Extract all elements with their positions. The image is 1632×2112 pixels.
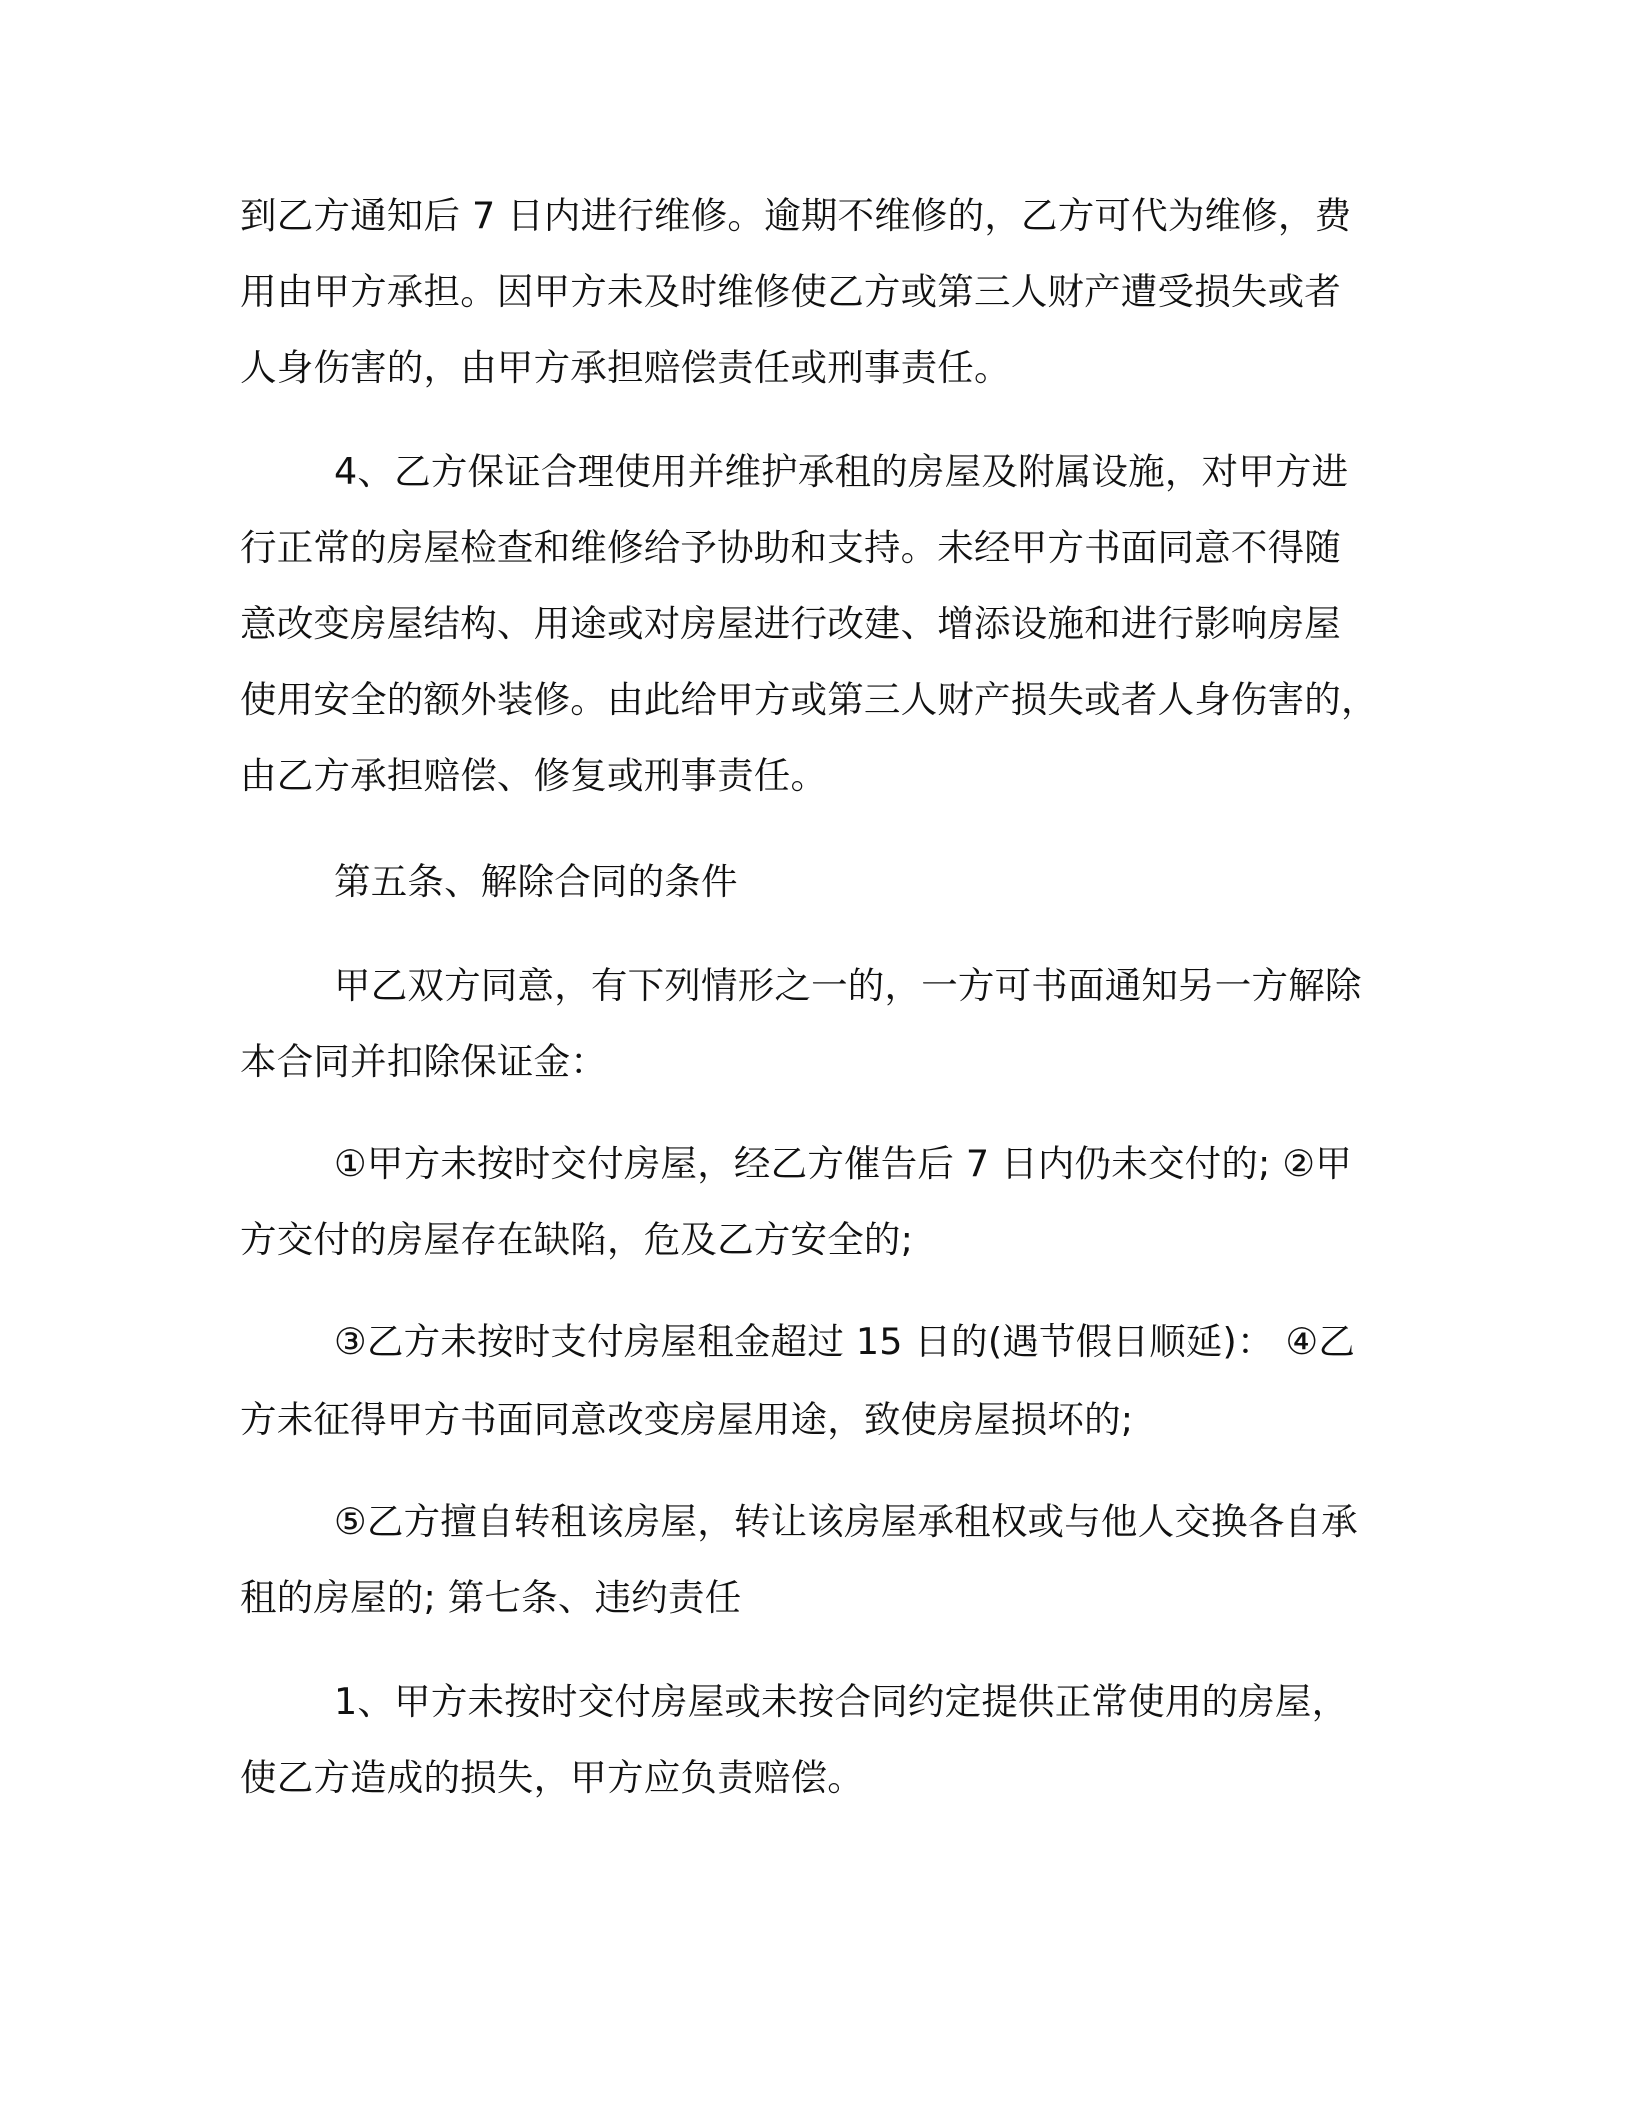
text-line: ⑤乙方擅自转租该房屋，转让该房屋承租权或与他人交换各自承	[334, 1500, 1358, 1543]
text-line: 方交付的房屋存在缺陷，危及乙方安全的;	[240, 1218, 914, 1261]
text-line: 租的房屋的; 第七条、违约责任	[240, 1576, 742, 1619]
text-line: 到乙方通知后 7 日内进行维修。逾期不维修的，乙方可代为维修，费	[240, 194, 1352, 237]
text-line: 甲乙双方同意，有下列情形之一的，一方可书面通知另一方解除	[334, 964, 1362, 1007]
text-line: 1、甲方未按时交付房屋或未按合同约定提供正常使用的房屋，	[334, 1680, 1349, 1723]
text-line: 用由甲方承担。因甲方未及时维修使乙方或第三人财产遭受损失或者	[240, 270, 1341, 313]
text-line: 使乙方造成的损失，甲方应负责赔偿。	[240, 1756, 864, 1799]
text-line: 方未征得甲方书面同意改变房屋用途，致使房屋损坏的;	[240, 1398, 1134, 1441]
text-line: 4、乙方保证合理使用并维护承租的房屋及附属设施，对甲方进	[334, 450, 1349, 493]
text-line: 由乙方承担赔偿、修复或刑事责任。	[240, 754, 828, 797]
text-line: ①甲方未按时交付房屋，经乙方催告后 7 日内仍未交付的; ②甲	[334, 1142, 1352, 1185]
text-line: 使用安全的额外装修。由此给甲方或第三人财产损失或者人身伤害的，	[240, 678, 1378, 721]
section-heading: 第五条、解除合同的条件	[334, 860, 738, 903]
text-line: ③乙方未按时支付房屋租金超过 15 日的(遇节假日顺延)： ④乙	[334, 1320, 1356, 1363]
text-line: 本合同并扣除保证金：	[240, 1040, 607, 1083]
text-line: 行正常的房屋检查和维修给予协助和支持。未经甲方书面同意不得随	[240, 526, 1341, 569]
text-line: 意改变房屋结构、用途或对房屋进行改建、增添设施和进行影响房屋	[240, 602, 1341, 645]
text-line: 人身伤害的，由甲方承担赔偿责任或刑事责任。	[240, 346, 1011, 389]
